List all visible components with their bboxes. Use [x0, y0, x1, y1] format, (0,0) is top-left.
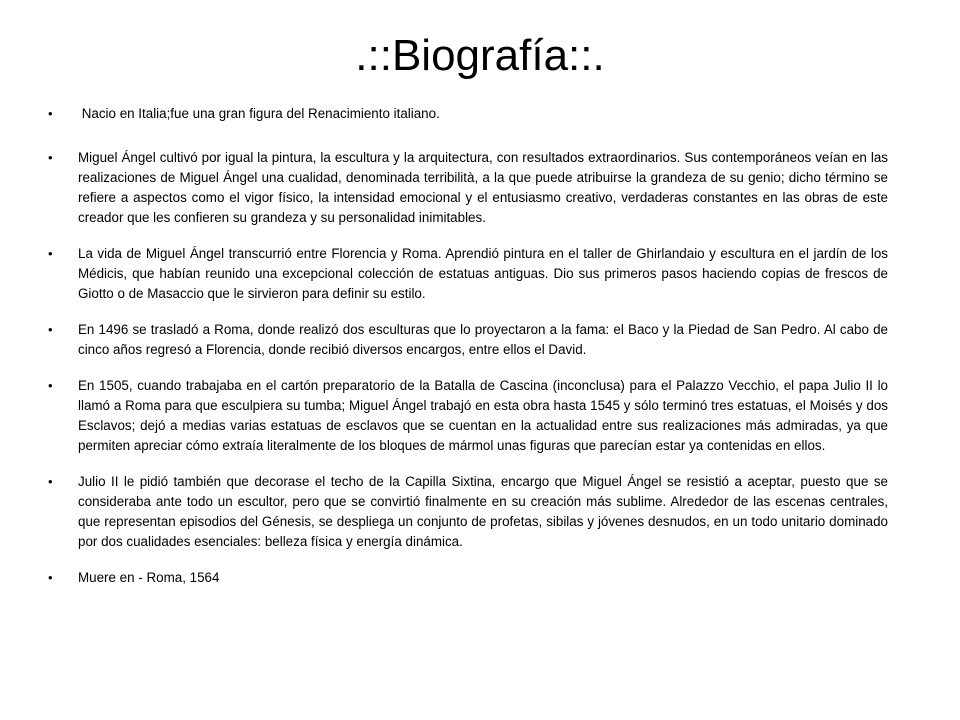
bullet-icon: • [48, 378, 53, 393]
bullet-icon: • [48, 150, 53, 165]
bullet-text: La vida de Miguel Ángel transcurrió entre Florencia y Roma. Aprendió pintura en el taller de Ghirlandaio y escultura en el jardín de los Médicis, que habían reunido una excepcional colección de estatuas antiguas. Dio sus primeros pasos haciendo copias de frescos de Giotto o de Masaccio que le sirvieron para definir su estilo. [78, 246, 888, 301]
bullet-icon: • [48, 474, 53, 489]
bullet-text: Nacio en Italia;fue una gran figura del Renacimiento italiano. [78, 106, 440, 121]
list-item [48, 104, 888, 124]
bullet-icon: • [48, 106, 53, 121]
bullet-text: En 1505, cuando trabajaba en el cartón preparatorio de la Batalla de Cascina (inconclusa) para el Palazzo Vecchio, el papa Julio II lo llamó a Roma para que esculpiera su tumba; Miguel Ángel trabajó en esta obra hasta 1545 y sólo terminó tres estatuas, el Moisés y dos Esclavos; dejó a medias varias estatuas de esclavos que se cuentan en la actualidad entre sus realizaciones más admiradas, ya que permiten apreciar cómo extraía literalmente de los bloques de mármol unas figuras que parecían estar ya contenidas en ellos. [78, 378, 888, 453]
bullet-icon: • [48, 570, 53, 585]
bullet-icon: • [48, 322, 53, 337]
bullet-text: Muere en - Roma, 1564 [78, 570, 220, 585]
list-item [48, 472, 888, 552]
slide-title: .::Biografía::. [355, 31, 605, 80]
list-item [48, 320, 888, 360]
bullet-text: En 1496 se trasladó a Roma, donde realizó dos esculturas que lo proyectaron a la fama: el Baco y la Piedad de San Pedro. Al cabo de cinco años regresó a Florencia, donde recibió diversos encargos, entre ellos el David. [78, 322, 888, 357]
list-item [48, 376, 888, 456]
list-item [48, 244, 888, 304]
list-item [48, 148, 888, 228]
bullet-icon: • [48, 246, 53, 261]
bullet-list [48, 104, 888, 604]
bullet-text: Julio II le pidió también que decorase el techo de la Capilla Sixtina, encargo que Miguel Ángel se resistió a aceptar, puesto que se consideraba ante todo un escultor, pero que se convirtió finalmente en su creación más sublime. Alrededor de las escenas centrales, que representan episodios del Génesis, se despliega un conjunto de profetas, sibilas y jóvenes desnudos, en un todo unitario dominado por dos cualidades esenciales: belleza física y energía dinámica. [78, 474, 888, 549]
list-item [48, 568, 888, 588]
bullet-text: Miguel Ángel cultivó por igual la pintura, la escultura y la arquitectura, con resultados extraordinarios. Sus contemporáneos veían en las realizaciones de Miguel Ángel una cualidad, denominada terribilità, a la que puede atribuirse la grandeza de su genio; dicho término se refiere a aspectos como el vigor físico, la intensidad emocional y el entusiasmo creativo, verdaderas constantes en las obras de este creador que les confieren su grandeza y su personalidad inimitables. [78, 150, 888, 225]
